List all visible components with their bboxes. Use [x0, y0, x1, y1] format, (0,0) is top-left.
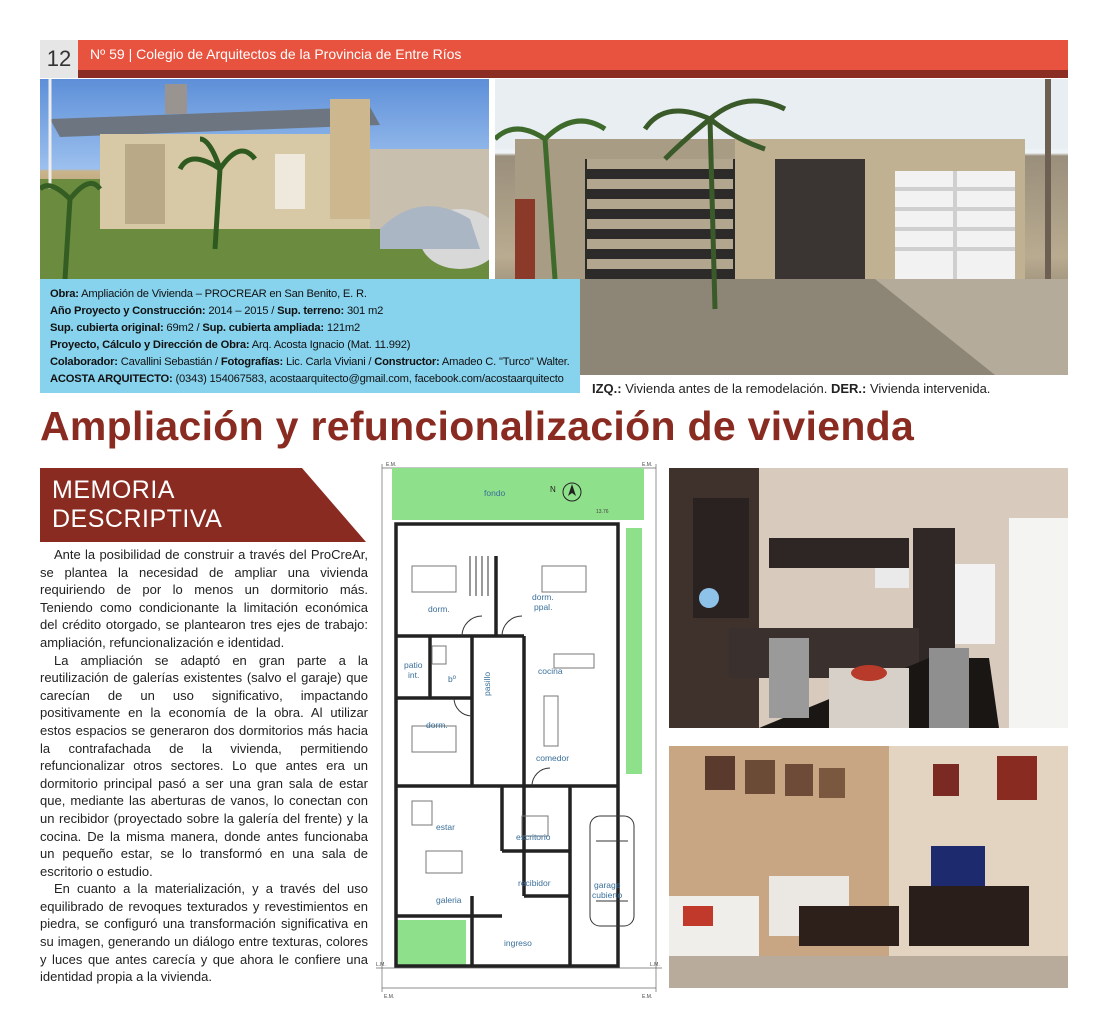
photo-living-room-drawing: [669, 746, 1068, 988]
memoria-line2: DESCRIPTIVA: [52, 505, 223, 533]
plan-label-escritorio: escritorio: [516, 832, 551, 842]
plan-label-dorm-ppal-2: ppal.: [534, 602, 553, 612]
plan-side-green: [626, 528, 642, 774]
plan-front-green: [396, 920, 466, 966]
plan-dimension: 13.76: [596, 509, 609, 515]
plan-em-top-right: E.M.: [642, 462, 653, 468]
plan-label-garage-2: cubierto: [592, 890, 623, 900]
photo-house-after-drawing: [495, 79, 1068, 375]
paragraph-2: La ampliación se adaptó en gran parte a la reutilización de galerías existentes (salvo el garaje) que carecían de un uso significativo, impactando positivamente en la economía de la obra. Al utilizar estos espacios se generaron dos dormitorios más hacia la contrafachada de la vivienda, permitiendo refuncionalizar otros sectores. Lo que antes era un dormitorio principal pasó a ser una gran sala de estar que, mediante las aberturas de vanos, lo conectan con un recibidor (proyectado sobre la galería del frente) y la cocina. De la misma manera, donde antes funcionaba un pequeño estar, se lo transformó en una sala de escritorio o estudio.: [40, 652, 368, 879]
photo-house-before-drawing: [40, 79, 489, 279]
info-obra: Obra: Ampliación de Vivienda – PROCREAR en San Benito, E. R.: [50, 288, 367, 300]
plan-em-top-left: E.M.: [386, 462, 397, 468]
plan-em-bottom-right: E.M.: [642, 994, 653, 1000]
article-title: Ampliación y refuncionalización de vivienda: [40, 403, 915, 449]
plan-lm-right: L.M.: [650, 962, 660, 968]
project-info-box: [40, 279, 580, 393]
issue-label: Nº 59: [90, 46, 125, 62]
photo-kitchen: [669, 468, 1068, 728]
photo-living-room: [669, 746, 1068, 988]
info-contacto: ACOSTA ARQUITECTO: (0343) 154067583, acostaarquitecto@gmail.com, facebook.com/acostaarquitecto: [50, 373, 564, 385]
photo-kitchen-drawing: [669, 468, 1068, 728]
memoria-body: [40, 546, 368, 986]
plan-label-garage-1: garage: [594, 880, 621, 890]
page-number: 12: [40, 40, 78, 78]
plan-north-label: N: [550, 485, 556, 494]
paragraph-1: Ante la posibilidad de construir a través del ProCreAr, se plantea la necesidad de ampliar una vivienda requiriendo de por lo menos un dormitorio más. Teniendo como condicionante la limitación económica del crédito otorgado, se plantearon tres ejes de trabajo: ampliación, refuncionalización e identidad.: [40, 547, 368, 650]
memoria-line1: MEMORIA: [52, 476, 175, 504]
memoria-banner: [40, 468, 366, 542]
org-name: Colegio de Arquitectos de la Provincia de Entre Ríos: [136, 46, 462, 62]
plan-label-dorm-1: dorm.: [428, 604, 450, 614]
plan-label-ingreso: ingreso: [504, 938, 532, 948]
plan-label-recibidor: recibidor: [518, 878, 551, 888]
info-proyecto: Proyecto, Cálculo y Dirección de Obra: Arq. Acosta Ignacio (Mat. 11.992): [50, 339, 411, 351]
plan-label-galeria: galeria: [436, 895, 462, 905]
photo-house-before: [40, 79, 489, 279]
plan-label-comedor: comedor: [536, 753, 570, 763]
plan-label-estar: estar: [436, 822, 455, 832]
floor-plan-drawing: [372, 456, 666, 1000]
plan-em-bottom-left: E.M.: [384, 994, 395, 1000]
plan-label-bano: bº: [448, 674, 456, 684]
header-bar: [78, 40, 1068, 70]
header-text: [90, 46, 461, 62]
plan-label-patio-2: int.: [408, 670, 420, 680]
photo-house-after: [495, 79, 1068, 375]
plan-label-pasillo: pasillo: [482, 671, 492, 696]
plan-label-cocina: cocina: [538, 666, 563, 676]
info-colaborador: Colaborador: Cavallini Sebastián / Fotografías: Lic. Carla Viviani / Constructor: Amadeo C. "Turco" Walter.: [50, 356, 570, 368]
floor-plan: [372, 456, 666, 1000]
paragraph-3: En cuanto a la materialización, y a través del uso equilibrado de revoques texturados y revestimientos en piedra, se configuró una transformación significativa en su imagen, generando un diálogo entre texturas, colores y luces que antes carecía y que ahora le confiere una identidad propia a la vivienda.: [40, 881, 368, 985]
plan-label-patio-1: patio: [404, 660, 423, 670]
plan-label-dorm-2: dorm.: [426, 720, 448, 730]
info-superficie: Sup. cubierta original: 69m2 / Sup. cubierta ampliada: 121m2: [50, 322, 361, 334]
plan-lm-left: L.M.: [376, 962, 386, 968]
plan-label-dorm-ppal-1: dorm.: [532, 592, 554, 602]
header-underline: [78, 70, 1068, 78]
plan-label-fondo: fondo: [484, 488, 506, 498]
photo-caption: IZQ.: Vivienda antes de la remodelación. DER.: Vivienda intervenida.: [592, 381, 991, 396]
info-anio: Año Proyecto y Construcción: 2014 – 2015 / Sup. terreno: 301 m2: [50, 305, 384, 317]
header-separator: |: [128, 46, 133, 62]
